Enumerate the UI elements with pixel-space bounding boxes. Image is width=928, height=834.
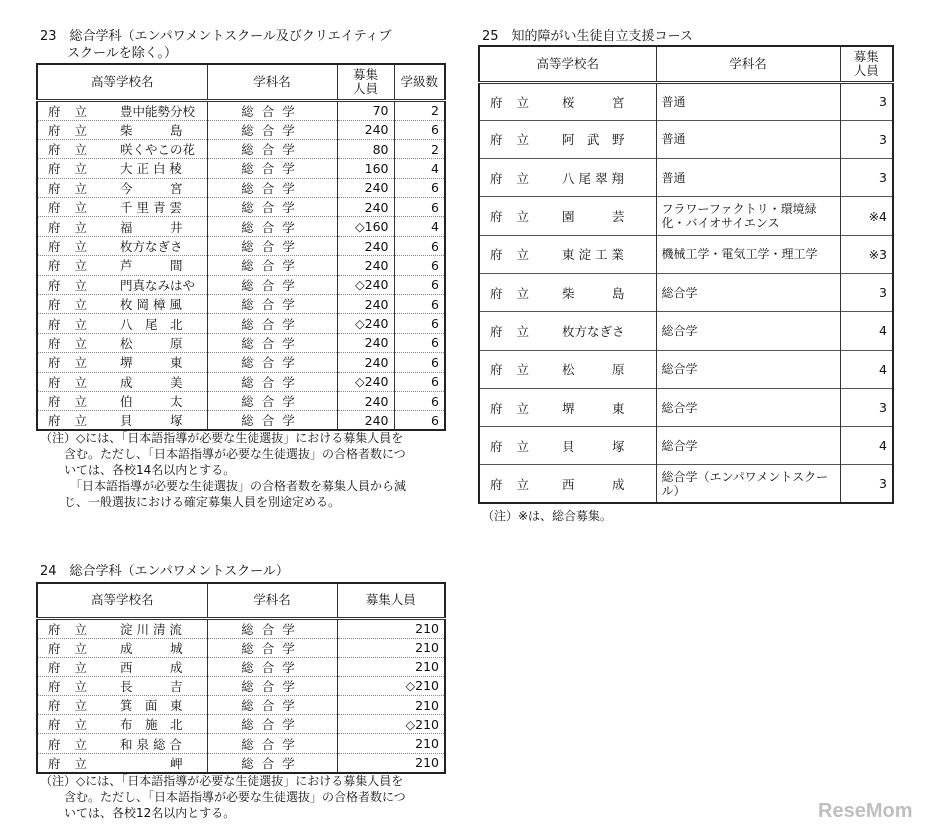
- quota-cell: ◇240: [337, 275, 394, 294]
- table-row: [37, 391, 445, 410]
- prefecture-label: 府立: [48, 142, 102, 158]
- school-cell: [37, 139, 207, 158]
- school-name: 堺 東: [120, 355, 183, 371]
- school-cell: [37, 391, 207, 410]
- school-cell: [37, 753, 207, 773]
- school-name: 福 井: [120, 219, 183, 235]
- table-row: [37, 314, 445, 333]
- table-row: [37, 618, 445, 638]
- school-cell: [37, 120, 207, 139]
- prefecture-label: 府立: [48, 736, 102, 752]
- school-cell: [37, 696, 207, 715]
- quota-cell: 3: [840, 159, 893, 197]
- quota-cell: 4: [840, 312, 893, 350]
- quota-cell: 210: [337, 696, 445, 715]
- dept-cell: 総合学: [207, 372, 337, 391]
- school-cell: [479, 427, 656, 465]
- table-row: [479, 235, 893, 273]
- classes-cell: 6: [394, 391, 445, 410]
- dept-cell: フラワーファクトリ・環境緑化・バイオサイエンス: [656, 197, 840, 235]
- sec25-table: [478, 45, 894, 504]
- school-name: 堺 東: [562, 400, 625, 416]
- note-line: （注）◇には、「日本語指導が必要な生徒選抜」における募集人員を: [40, 431, 404, 445]
- quota-cell: 4: [840, 350, 893, 388]
- table-row: [37, 696, 445, 715]
- school-cell: [37, 734, 207, 753]
- school-name: 成 美: [120, 374, 183, 390]
- classes-cell: 6: [394, 236, 445, 255]
- quota-cell: 3: [840, 465, 893, 503]
- table-row: [37, 411, 445, 431]
- classes-cell: 6: [394, 411, 445, 431]
- table-row: [37, 734, 445, 753]
- school-name: 八 尾 北: [120, 316, 183, 332]
- classes-cell: 6: [394, 256, 445, 275]
- sec25-note: （注）※は、総合募集。: [482, 509, 613, 523]
- school-cell: [479, 465, 656, 503]
- prefecture-label: 府立: [48, 659, 102, 675]
- school-name: 貝 塚: [120, 413, 183, 429]
- table-row: [479, 388, 893, 426]
- table-row: [37, 657, 445, 676]
- sec25-header-dept: 学科名: [656, 46, 840, 82]
- sec23-title-line1: 23 総合学科（エンパワメントスクール及びクリエイティブ: [40, 29, 392, 44]
- dept-cell: 総合学: [207, 159, 337, 178]
- prefecture-label: 府立: [48, 698, 102, 714]
- school-name: 松 原: [120, 335, 183, 351]
- school-cell: [37, 333, 207, 352]
- school-cell: [37, 178, 207, 197]
- dept-cell: 総合学: [207, 734, 337, 753]
- classes-cell: 6: [394, 353, 445, 372]
- sec23-header-school: 高等学校名: [37, 64, 207, 100]
- quota-cell: 240: [337, 120, 394, 139]
- note-line: いては、各校14名以内とする。: [40, 463, 236, 477]
- table-row: [479, 159, 893, 197]
- dept-cell: 総合学: [207, 618, 337, 638]
- school-name: 豊中能勢分校: [120, 103, 196, 119]
- sec24-title: 24 総合学科（エンパワメントスクール）: [40, 564, 289, 579]
- school-name: 八 尾 翠 翔: [562, 170, 624, 186]
- prefecture-label: 府立: [48, 394, 102, 410]
- table-row: [479, 350, 893, 388]
- school-cell: [479, 388, 656, 426]
- quota-cell: ◇240: [337, 372, 394, 391]
- prefecture-label: 府立: [48, 413, 102, 429]
- school-name: 柴 島: [120, 122, 183, 138]
- dept-cell: 総合学: [207, 696, 337, 715]
- note-line: 含む。ただし、「日本語指導が必要な生徒選抜」の合格者数につ: [40, 447, 406, 461]
- dept-cell: 総合学: [656, 427, 840, 465]
- prefecture-label: 府立: [48, 239, 102, 255]
- table-row: [37, 120, 445, 139]
- school-cell: [37, 411, 207, 431]
- dept-cell: 普通: [656, 159, 840, 197]
- school-name: 咲くやこの花: [120, 142, 196, 158]
- prefecture-label: 府立: [490, 209, 544, 225]
- school-cell: [37, 275, 207, 294]
- school-cell: [37, 256, 207, 275]
- table-row: [37, 753, 445, 773]
- classes-cell: 6: [394, 275, 445, 294]
- school-cell: [37, 314, 207, 333]
- dept-cell: 総合学: [207, 198, 337, 217]
- table-row: [37, 715, 445, 734]
- dept-cell: 総合学: [656, 350, 840, 388]
- sec23-title-line2: スクールを除く。）: [67, 46, 177, 61]
- school-cell: [37, 217, 207, 236]
- school-name: 成 城: [120, 640, 183, 656]
- prefecture-label: 府立: [48, 277, 102, 293]
- table-row: [479, 312, 893, 350]
- school-cell: [37, 100, 207, 120]
- school-name: 枚 岡 樟 風: [120, 297, 182, 313]
- prefecture-label: 府立: [490, 362, 544, 378]
- table-row: [37, 159, 445, 178]
- school-cell: [37, 715, 207, 734]
- classes-cell: 2: [431, 103, 439, 118]
- quota-cell: 3: [879, 94, 887, 110]
- quota-cell: 3: [840, 273, 893, 311]
- prefecture-label: 府立: [48, 122, 102, 138]
- school-name: 布 施 北: [120, 717, 183, 733]
- school-name: 千 里 青 雲: [120, 200, 182, 216]
- school-cell: [479, 197, 656, 235]
- school-cell: [37, 159, 207, 178]
- note-line: （注）◇には、「日本語指導が必要な生徒選抜」における募集人員を: [40, 774, 404, 788]
- classes-cell: 6: [394, 120, 445, 139]
- quota-cell: ◇210: [337, 676, 445, 695]
- school-name: 淀 川 清 流: [120, 621, 182, 637]
- school-name: 今 宮: [120, 180, 183, 196]
- quota-cell: 210: [337, 753, 445, 773]
- quota-cell: 4: [840, 427, 893, 465]
- quota-cell: 160: [337, 159, 394, 178]
- table-row: [479, 82, 893, 120]
- dept-cell: 総合学: [207, 217, 337, 236]
- dept-cell: 総合学: [207, 638, 337, 657]
- dept-cell: 総合学（エンパワメントスクール）: [656, 465, 840, 503]
- school-cell: [479, 312, 656, 350]
- dept-cell: 総合学: [207, 391, 337, 410]
- quota-cell: 210: [337, 638, 445, 657]
- school-cell: [37, 676, 207, 695]
- prefecture-label: 府立: [490, 476, 544, 492]
- prefecture-label: 府立: [48, 219, 102, 235]
- table-row: [37, 333, 445, 352]
- school-name: 大 正 白 稜: [120, 161, 182, 177]
- dept-cell: 総合学: [207, 715, 337, 734]
- quota-cell: 240: [337, 198, 394, 217]
- classes-cell: 2: [394, 139, 445, 158]
- quota-cell: 240: [337, 353, 394, 372]
- dept-cell: 総合学: [656, 273, 840, 311]
- table-row: [479, 120, 893, 158]
- quota-cell: 240: [337, 256, 394, 275]
- school-name: 長 吉: [120, 678, 183, 694]
- prefecture-label: 府立: [490, 400, 544, 416]
- prefecture-label: 府立: [48, 297, 102, 313]
- table-row: [479, 273, 893, 311]
- school-name: 伯 太: [120, 394, 183, 410]
- table-row: [37, 676, 445, 695]
- prefecture-label: 府立: [48, 374, 102, 390]
- sec24-header-school: 高等学校名: [37, 583, 207, 618]
- quota-cell: ※3: [840, 235, 893, 273]
- prefecture-label: 府立: [490, 247, 544, 263]
- prefecture-label: 府立: [490, 170, 544, 186]
- school-name: 岬: [120, 755, 183, 771]
- note-line: いては、各校12名以内とする。: [40, 806, 236, 820]
- dept-cell: 総合学: [207, 120, 337, 139]
- table-row: [37, 353, 445, 372]
- prefecture-label: 府立: [48, 258, 102, 274]
- school-cell: [37, 618, 207, 638]
- dept-cell: 総合学: [207, 753, 337, 773]
- table-row: [479, 465, 893, 503]
- table-row: [37, 256, 445, 275]
- sec24-notes: [40, 773, 406, 821]
- school-cell: [479, 273, 656, 311]
- table-row: [37, 217, 445, 236]
- sec23-notes: [40, 430, 406, 510]
- classes-cell: 6: [394, 372, 445, 391]
- school-name: 枚方なぎさ: [562, 323, 625, 339]
- dept-cell: 総合学: [656, 388, 840, 426]
- dept-cell: 総合学: [207, 236, 337, 255]
- sec24-header-dept: 学科名: [207, 583, 337, 618]
- school-cell: [479, 350, 656, 388]
- quota-cell: 3: [840, 388, 893, 426]
- dept-cell: 総合学: [207, 100, 337, 120]
- quota-cell: 240: [337, 391, 394, 410]
- school-name: 柴 島: [562, 285, 625, 301]
- school-cell: [37, 372, 207, 391]
- table-row: [37, 139, 445, 158]
- resemom-logo: ReseMom: [818, 800, 913, 822]
- prefecture-label: 府立: [48, 717, 102, 733]
- quota-cell: 210: [337, 657, 445, 676]
- classes-cell: 6: [394, 295, 445, 314]
- quota-cell: 80: [337, 139, 394, 158]
- dept-cell: 総合学: [207, 333, 337, 352]
- school-name: 和 泉 総 合: [120, 736, 182, 752]
- note-line: 含む。ただし、「日本語指導が必要な生徒選抜」の合格者数につ: [40, 790, 406, 804]
- table-row: [37, 100, 445, 120]
- prefecture-label: 府立: [48, 355, 102, 371]
- prefecture-label: 府立: [48, 640, 102, 656]
- school-name: 東 淀 工 業: [562, 247, 624, 263]
- note-line: じ、一般選抜における確定募集人員を別途定める。: [40, 495, 341, 509]
- classes-cell: 4: [394, 159, 445, 178]
- table-row: [37, 178, 445, 197]
- dept-cell: 総合学: [207, 275, 337, 294]
- prefecture-label: 府立: [48, 103, 102, 119]
- note-line: 「日本語指導が必要な生徒選抜」の合格者数を募集人員から減: [40, 479, 407, 493]
- table-row: [479, 197, 893, 235]
- school-cell: [479, 235, 656, 273]
- quota-cell: 210: [415, 621, 439, 636]
- dept-cell: 総合学: [207, 295, 337, 314]
- sec25-title: 25 知的障がい生徒自立支援コース: [482, 29, 693, 44]
- table-row: [37, 372, 445, 391]
- table-row: [479, 427, 893, 465]
- table-row: [37, 638, 445, 657]
- dept-cell: 総合学: [207, 256, 337, 275]
- school-cell: [37, 638, 207, 657]
- school-name: 園 芸: [562, 209, 625, 225]
- prefecture-label: 府立: [490, 94, 544, 110]
- quota-cell: 240: [337, 236, 394, 255]
- dept-cell: 総合学: [207, 657, 337, 676]
- table-row: [37, 295, 445, 314]
- prefecture-label: 府立: [48, 180, 102, 196]
- school-name: 芦 間: [120, 258, 183, 274]
- classes-cell: 4: [394, 217, 445, 236]
- school-name: 松 原: [562, 362, 625, 378]
- sec23-table: [36, 63, 446, 431]
- prefecture-label: 府立: [490, 285, 544, 301]
- classes-cell: 6: [394, 178, 445, 197]
- prefecture-label: 府立: [490, 323, 544, 339]
- dept-cell: 総合学: [656, 312, 840, 350]
- sec24-table: [36, 582, 446, 774]
- quota-cell: 70: [337, 100, 394, 120]
- quota-cell: 240: [337, 178, 394, 197]
- sec25-header-school: 高等学校名: [479, 46, 656, 82]
- school-name: 箕 面 東: [120, 698, 183, 714]
- prefecture-label: 府立: [48, 200, 102, 216]
- school-name: 枚方なぎさ: [120, 239, 183, 255]
- school-cell: [37, 198, 207, 217]
- quota-cell: 210: [337, 734, 445, 753]
- quota-cell: 3: [840, 120, 893, 158]
- dept-cell: 普通: [656, 120, 840, 158]
- sec25-header-quota: 募集 人員: [840, 46, 893, 82]
- school-cell: [479, 159, 656, 197]
- school-name: 西 成: [120, 659, 183, 675]
- quota-cell: 240: [337, 411, 394, 431]
- school-cell: [479, 120, 656, 158]
- prefecture-label: 府立: [48, 335, 102, 351]
- table-row: [37, 236, 445, 255]
- quota-cell: ◇210: [337, 715, 445, 734]
- dept-cell: 総合学: [207, 314, 337, 333]
- quota-cell: ◇160: [337, 217, 394, 236]
- sec23-header-quota: 募集 人員: [337, 64, 394, 100]
- quota-cell: 240: [337, 333, 394, 352]
- school-name: 桜 宮: [562, 94, 625, 110]
- school-cell: [37, 295, 207, 314]
- sec24-header-quota: 募集人員: [337, 583, 445, 618]
- dept-cell: 総合学: [207, 411, 337, 431]
- quota-cell: ◇240: [337, 314, 394, 333]
- sec23-header-classes: 学級数: [394, 64, 445, 100]
- school-cell: [479, 82, 656, 120]
- prefecture-label: 府立: [48, 316, 102, 332]
- sec23-header-dept: 学科名: [207, 64, 337, 100]
- dept-cell: 普通: [656, 82, 840, 120]
- school-name: 貝 塚: [562, 438, 625, 454]
- classes-cell: 6: [394, 333, 445, 352]
- prefecture-label: 府立: [490, 438, 544, 454]
- dept-cell: 総合学: [207, 178, 337, 197]
- prefecture-label: 府立: [48, 755, 102, 771]
- dept-cell: 機械工学・電気工学・理工学: [656, 235, 840, 273]
- prefecture-label: 府立: [48, 621, 102, 637]
- dept-cell: 総合学: [207, 353, 337, 372]
- classes-cell: 6: [394, 198, 445, 217]
- dept-cell: 総合学: [207, 139, 337, 158]
- school-name: 門真なみはや: [120, 277, 196, 293]
- prefecture-label: 府立: [48, 161, 102, 177]
- quota-cell: 240: [337, 295, 394, 314]
- dept-cell: 総合学: [207, 676, 337, 695]
- prefecture-label: 府立: [490, 132, 544, 148]
- table-row: [37, 275, 445, 294]
- school-name: 阿 武 野: [562, 132, 625, 148]
- quota-cell: ※4: [840, 197, 893, 235]
- prefecture-label: 府立: [48, 678, 102, 694]
- school-cell: [37, 353, 207, 372]
- classes-cell: 6: [394, 314, 445, 333]
- school-name: 西 成: [562, 476, 625, 492]
- table-row: [37, 198, 445, 217]
- school-cell: [37, 236, 207, 255]
- school-cell: [37, 657, 207, 676]
